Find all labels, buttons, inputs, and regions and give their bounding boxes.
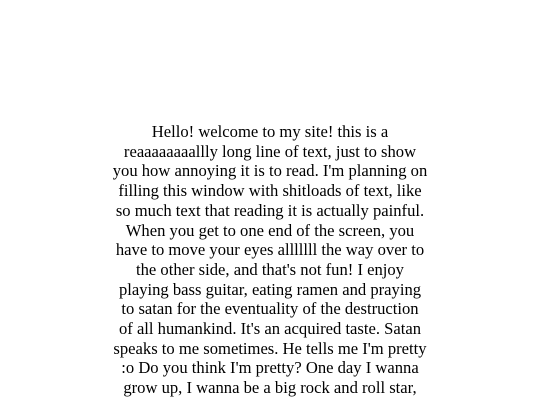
text-line: filling this window with shitloads of text, like <box>118 181 422 201</box>
text-line: have to move your eyes alllllll the way over to <box>115 240 425 260</box>
text-line: reaaaaaaaallly long line of text, just to show <box>123 141 417 161</box>
text-line: :o Do you think I'm pretty? One day I wanna <box>121 358 419 378</box>
text-line: of all humankind. It's an acquired taste. Satan <box>118 319 422 339</box>
text-line: When you get to one end of the screen, you <box>125 220 415 240</box>
text-line: so much text that reading it is actually painful. <box>115 200 425 220</box>
text-line: to satan for the eventuality of the destruction <box>121 299 419 319</box>
text-line: speaks to me sometimes. He tells me I'm pretty <box>113 338 427 358</box>
text-line: Hello! welcome to my site! this is a <box>151 122 389 141</box>
text-line: grow up, I wanna be a big rock and roll star, <box>123 378 417 398</box>
text-line: you how annoying it is to read. I'm planning on <box>112 161 428 181</box>
body-text <box>106 122 434 398</box>
text-line: the other side, and that's not fun! I enjoy <box>136 259 404 279</box>
text-line: playing bass guitar, eating ramen and praying <box>118 279 422 299</box>
